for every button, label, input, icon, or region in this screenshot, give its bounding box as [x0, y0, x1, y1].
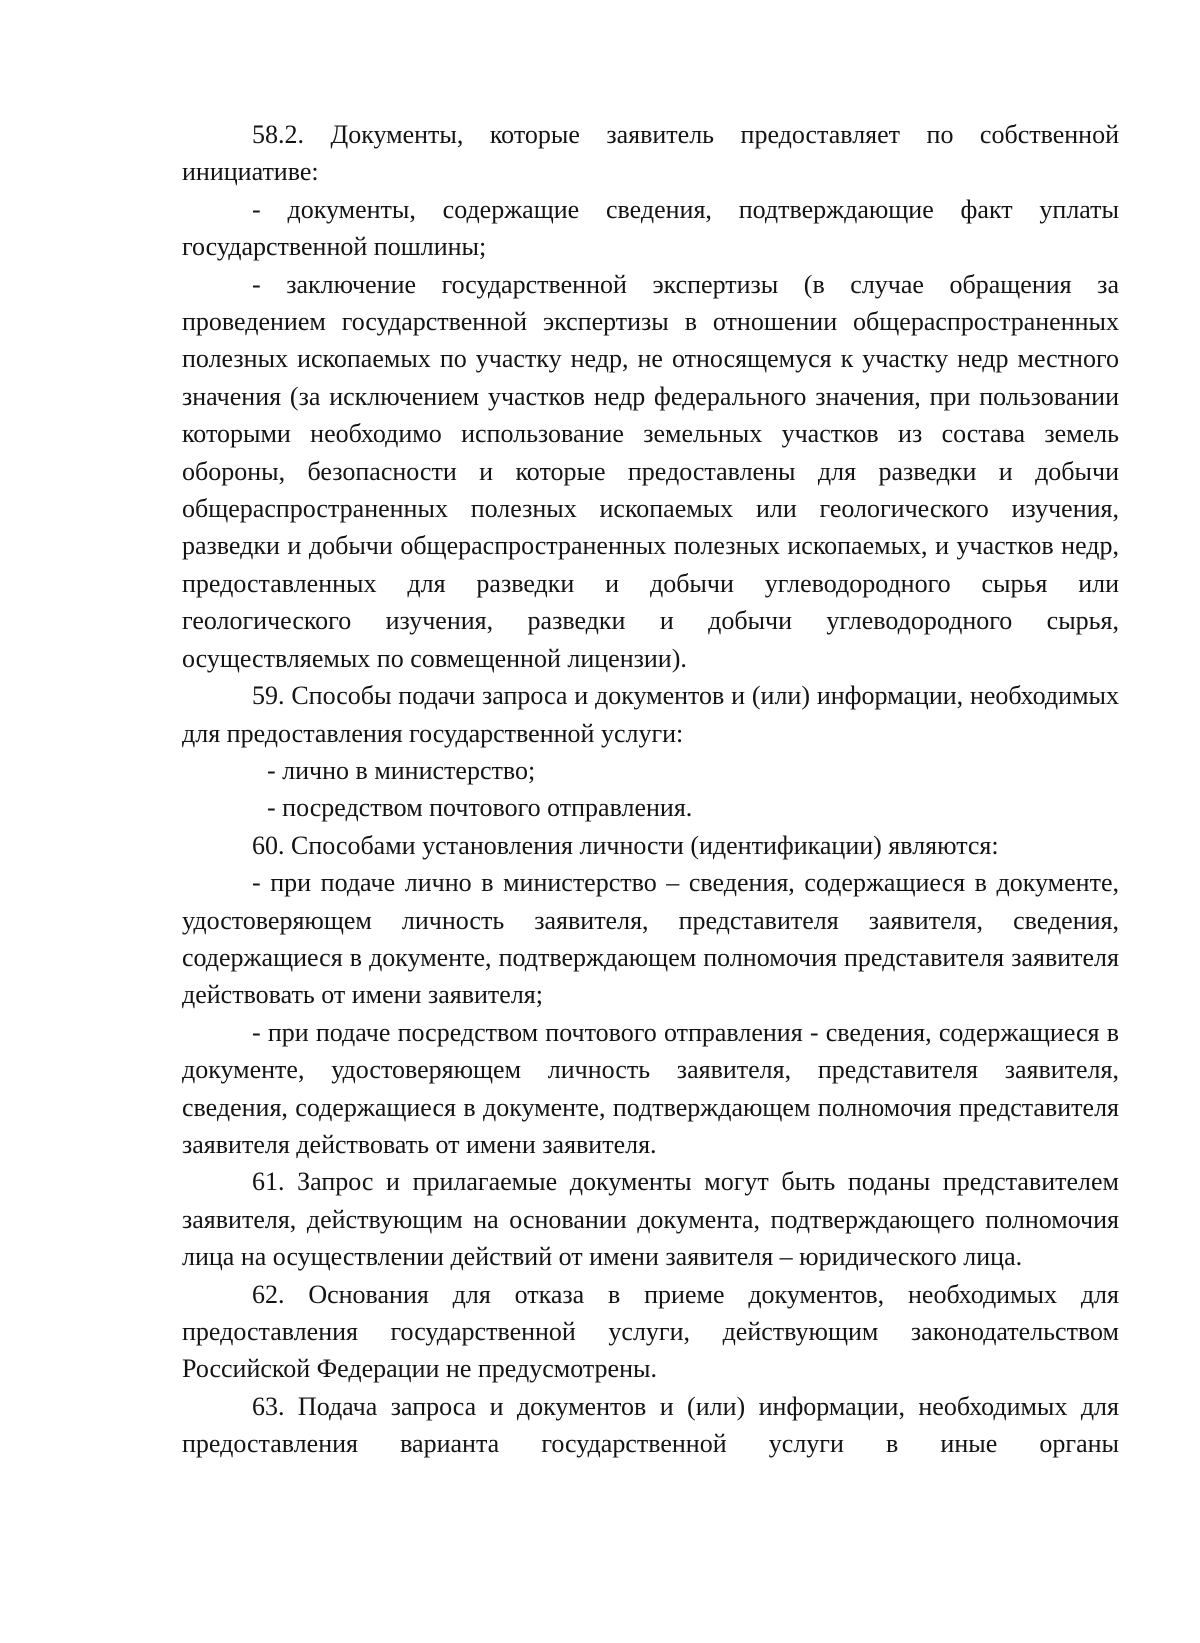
paragraph-60: 60. Способами установления личности (идентификации) являются:	[252, 830, 999, 860]
paragraph-63: 63. Подача запроса и документов и (или) информации, необходимых для предоставления варианта государственной услуги в иные органы	[182, 1391, 1119, 1459]
document-body	[182, 116, 1119, 1463]
list-item-identification-in-person: - при подаче лично в министерство – сведения, содержащиеся в документе, удостоверяющем личность заявителя, представителя заявителя, сведения, содержащиеся в документе, подтверждающем полномочия представителя заявителя действовать от имени заявителя;	[182, 868, 1119, 1010]
list-item-by-mail: - посредством почтового отправления.	[267, 793, 693, 823]
list-item-state-fee: - документы, содержащие сведения, подтверждающие факт уплаты государственной пошлины;	[182, 194, 1119, 262]
paragraph-61: 61. Запрос и прилагаемые документы могут быть поданы представителем заявителя, действующим на основании документа, подтверждающего полномочия лица на осуществлении действий от имени заявителя – юридического лица.	[182, 1167, 1119, 1272]
list-item-state-expertise: - заключение государственной экспертизы (в случае обращения за проведением государственной экспертизы в отношении общераспространенных полезных ископаемых по участку недр, не относящемуся к участку недр местного значения (за исключением участков недр федерального значения, при пользовании которыми необходимо использование земельных участков из состава земель обороны, безопасности и которые предоставлены для разведки и добычи общераспространенных полезных ископаемых или геологического изучения, разведки и добычи общераспространенных полезных ископаемых, и участков недр, предоставленных для разведки и добычи углеводородного сырья или геологического изучения, разведки и добычи углеводородного сырья, осуществляемых по совмещенной лицензии).	[182, 269, 1119, 673]
list-item-identification-by-mail: - при подаче посредством почтового отправления - сведения, содержащиеся в документе, удостоверяющем личность заявителя, представителя заявителя, сведения, содержащиеся в документе, подтверждающем полномочия представителя заявителя действовать от имени заявителя.	[182, 1017, 1119, 1159]
paragraph-62: 62. Основания для отказа в приеме документов, необходимых для предоставления государственной услуги, действующим законодательством Российской Федерации не предусмотрены.	[182, 1279, 1119, 1384]
paragraph-59: 59. Способы подачи запроса и документов и (или) информации, необходимых для предоставления государственной услуги:	[182, 681, 1119, 748]
paragraph-58-2: 58.2. Документы, которые заявитель предоставляет по собственной инициативе:	[182, 120, 1119, 187]
list-item-in-person: - лично в министерство;	[267, 755, 536, 785]
